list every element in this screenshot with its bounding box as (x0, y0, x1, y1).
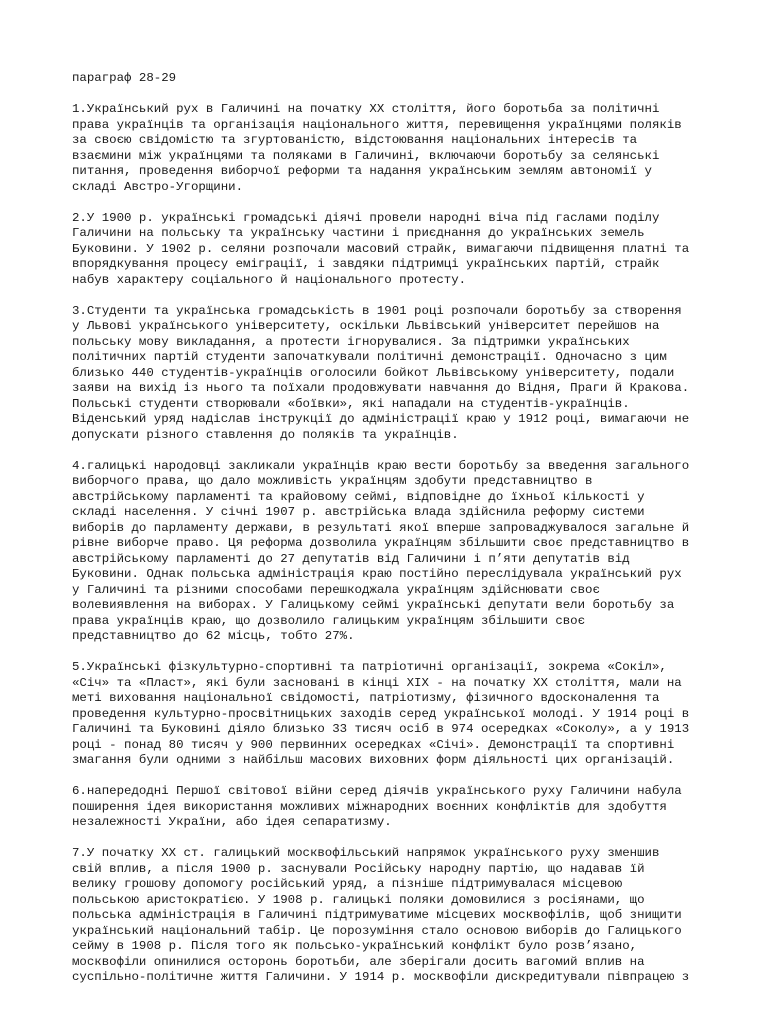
text-line: австрійському парламенті та крайовому сеймі, відповідне до їхньої кількості у (72, 489, 645, 504)
text-line: Віденський уряд надіслав інструкції до адміністрації краю у 1912 році, вимагаючи не (72, 412, 690, 426)
text-line: році - понад 80 тисяч у 900 первинних осередках «Січі». Демонстрації та спортивні (72, 737, 675, 752)
document-body (72, 71, 702, 1001)
text-line: польська адміністрація в Галичині підтримуватиме місцевих москвофілів, щоб знищити (72, 908, 682, 922)
text-line: Галичини на польську та українську частини і приєднання до українських земель (72, 226, 645, 240)
paragraph-7 (72, 846, 702, 986)
text-line: «Січ» та «Пласт», які були засновані в кінці XIX - на початку XX століття, мали на (72, 675, 682, 690)
paragraph-4 (72, 459, 702, 645)
text-line: австрійському парламенті до 27 депутатів від Галичини і п’яти депутатів від (72, 551, 630, 566)
text-line: 7.У початку XX ст. галицький москвофільський напрямок українського руху зменшив (72, 846, 660, 860)
text-line: 6.напередодні Першої світової війни серед діячів українського руху Галичини набула (72, 784, 682, 798)
text-line: москвофіли опинилися осторонь боротьби, але зберігали досить вагомий вплив на (72, 954, 645, 969)
text-line: виборчого права, що дало можливість українцям здобути представництво в (72, 474, 593, 488)
text-line: права українців краю, що дозволило галицьким українцям збільшити своє (72, 613, 586, 628)
text-line: близько 440 студентів-українців оголосили бойкот Львівському університету, подали (72, 365, 675, 380)
text-line: у Галичині та різними способами перешкоджала українцям здійснювати своє (72, 582, 600, 597)
text-line: Польські студенти створювали «боївки», які нападали на студентів-українців. (72, 396, 630, 411)
text-line: 5.Українські фізкультурно-спортивні та патріотичні організації, зокрема «Сокіл», (72, 660, 667, 674)
text-line: складі населення. У січні 1907 р. австрійська влада здійснила реформу системи (72, 505, 645, 519)
text-line: 4.галицькі народовці закликали українців краю вести боротьбу за введення загального (72, 458, 690, 473)
text-line: за своєю свідомістю та згуртованістю, відстоювання національних інтересів та (72, 133, 638, 147)
text-line: незалежності України, або ідея сепаратизму. (72, 815, 392, 829)
text-line: політичних партій студенти започаткували політичні демонстрації. Одночасно з цим (72, 350, 667, 364)
text-line: волевиявлення на виборах. У Галицькому сеймі українські депутати вели боротьбу за (72, 598, 675, 612)
paragraph-1 (72, 102, 702, 195)
text-line: суспільно-політичне життя Галичини. У 1914 р. москвофіли дискредитували півпрацею з (72, 970, 690, 984)
text-line: Буковини. У 1902 р. селяни розпочали масовий страйк, вимагаючи підвищення платні та (72, 241, 690, 256)
text-line: представництво до 62 місць, тобто 27%. (72, 629, 355, 643)
text-line: меті виховання національної свідомості, патріотизму, фізичного вдосконалення та (72, 691, 660, 705)
text-line: велику грошову допомогу російський уряд, а пізніше підтримувалася місцевою (72, 877, 623, 891)
paragraph-6 (72, 784, 702, 831)
text-line: складі Австро-Угорщини. (72, 179, 244, 194)
text-line: сейму в 1908 р. Після того як польсько-український конфлікт було розв’язано, (72, 939, 638, 953)
text-line: польську мову викладання, а протести ігнорувалися. За підтримки українських (72, 334, 630, 349)
text-line: виборів до парламенту держави, в результаті якої вперше запроваджувалося загальне й (72, 520, 690, 535)
text-line: польською аристократією. У 1908 р. галицькі поляки домовилися з росіянами, що (72, 892, 645, 907)
text-line: Буковини. Однак польська адміністрація краю постійно переслідувала український рух (72, 567, 682, 581)
text-line: права українців та організація національного життя, перевищення українцями поляків (72, 117, 682, 132)
paragraph-2 (72, 211, 702, 289)
text-line: Галичині та Буковині діяло близько 33 тисяч осіб в 974 осередках «Соколу», а у 1913 (72, 722, 690, 736)
paragraph-5 (72, 660, 702, 769)
text-line: змагання були одними з найбільш масових виховних форм діяльності цих організацій. (72, 753, 675, 767)
text-line: впорядкування процесу еміграції, і завдяки підтримці українських партій, страйк (72, 257, 660, 271)
text-line: допускати різного ставлення до поляків та українців. (72, 427, 459, 442)
document-heading: параграф 28-29 (72, 71, 177, 85)
text-line: заяви на вихід із нього та поїхали продовжувати навчання до Відня, Праги й Кракова. (72, 381, 690, 395)
text-line: 2.У 1900 р. українські громадські діячі провели народні віча під гаслами поділу (72, 210, 660, 225)
text-line: поширення ідея використання можливих міжнародних воєнних конфліктів для здобуття (72, 799, 667, 814)
text-line: набув характеру соціального й національного протесту. (72, 272, 467, 287)
text-line: взаємини між українцями та поляками в Галичині, включаючи боротьбу за селянські (72, 148, 660, 163)
text-line: свій вплив, а після 1900 р. заснували Російську народну партію, що надавав їй (72, 861, 645, 876)
text-line: український національний табір. Це порозуміння стало основою виборів до Галицького (72, 923, 682, 938)
text-line: у Львові українського університету, оскільки Львівський університет перейшов на (72, 319, 660, 333)
paragraph-list (72, 102, 702, 986)
text-line: проведення культурно-просвітницьких заходів серед української молоді. У 1914 році в (72, 706, 690, 721)
paragraph-3 (72, 304, 702, 444)
text-line: рівне виборче право. Ця реформа дозволила українцям збільшити своє представництво в (72, 536, 690, 550)
text-line: питання, проведення виборчої реформи та надання українським землям автономії у (72, 164, 652, 178)
text-line: 1.Український рух в Галичині на початку XX століття, його боротьба за політичні (72, 102, 660, 116)
text-line: 3.Студенти та українська громадськість в 1901 році розпочали боротьбу за створення (72, 303, 682, 318)
